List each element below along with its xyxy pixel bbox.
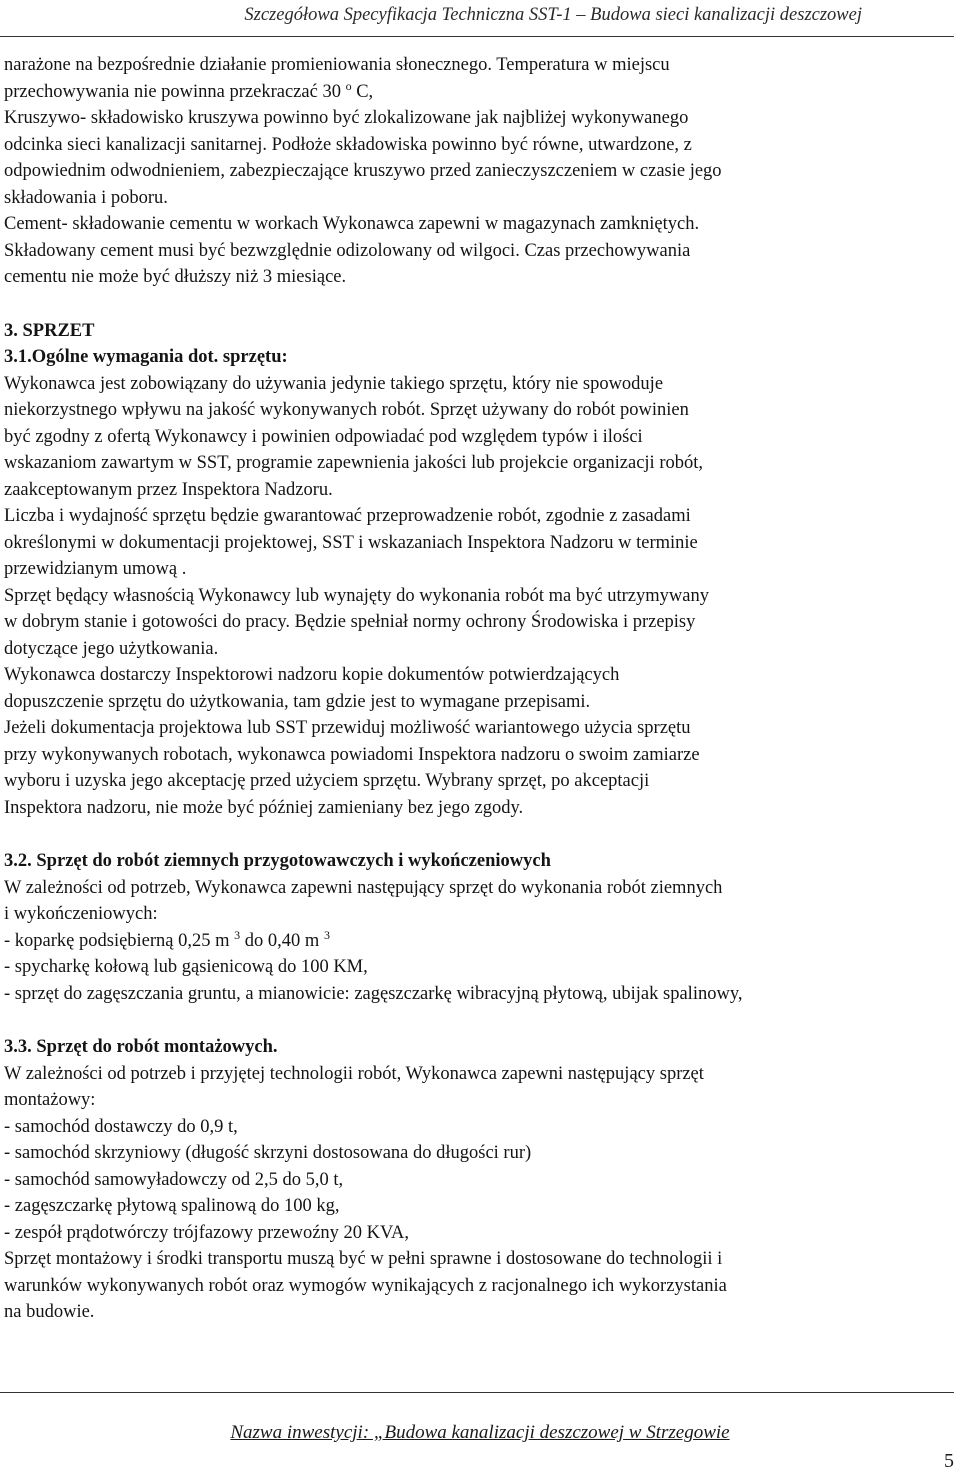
text-line: Cement- składowanie cementu w workach Wykonawca zapewni w magazynach zamkniętych. [4, 214, 700, 234]
text-line: Liczba i wydajność sprzętu będzie gwarantować przeprowadzenie robót, zgodnie z zasadami [4, 506, 691, 526]
text-line: Kruszywo- składowisko kruszywa powinno być zlokalizowane jak najbliżej wykonywanego [4, 108, 689, 128]
section-heading-3-3: 3.3. Sprzęt do robót montażowych. [4, 1037, 278, 1057]
text-line: niekorzystnego wpływu na jakość wykonywanych robót. Sprzęt używany do robót powinien [4, 400, 689, 420]
text-line: Wykonawca jest zobowiązany do używania jedynie takiego sprzętu, który nie spowoduje [4, 373, 664, 394]
text-line: Składowany cement musi być bezwzględnie odizolowany od wilgoci. Czas przechowywania [4, 240, 691, 261]
text-line: Inspektora nadzoru, nie może być później zamieniany bez jego zgody. [4, 797, 524, 818]
header-title: Szczegółowa Specyfikacja Techniczna SST-1 – Budowa sieci kanalizacji deszczowej [244, 5, 862, 25]
text-line: dopuszczenie sprzętu do użytkowania, tam gdzie jest to wymagane przepisami. [4, 691, 591, 712]
section-heading-3: 3. SPRZET [4, 320, 95, 341]
list-item: - spycharkę kołową lub gąsienicową do 100 KM, [4, 957, 368, 977]
text-line: na budowie. [4, 1302, 95, 1322]
list-item: - samochód dostawczy do 0,9 t, [4, 1116, 238, 1137]
section-heading-3-2: 3.2. Sprzęt do robót ziemnych przygotowawczych i wykończeniowych [4, 851, 551, 871]
text-line: być zgodny z ofertą Wykonawcy i powinien odpowiadać pod względem typów i ilości [4, 426, 643, 447]
text-line: przechowywania nie powinna przekraczać 30 $^o$ C, [4, 78, 374, 102]
text-line: dotyczące jego użytkowania. [4, 638, 219, 659]
section-heading-3-1: 3.1.Ogólne wymagania dot. sprzętu: [4, 347, 288, 367]
text-line: montażowy: [4, 1090, 96, 1110]
list-item: - sprzęt do zagęszczania gruntu, a mianowicie: zagęszczarkę wibracyjną płytową, ubijak spalinowy, [4, 983, 743, 1004]
text-line: Jeżeli dokumentacja projektowa lub SST przewiduj możliwość wariantowego użycia sprzętu [4, 718, 691, 738]
page-header [0, 0, 960, 36]
text-line: wyboru i uzyska jego akceptację przed użyciem sprzętu. Wybrany sprzęt, po akceptacji [4, 771, 650, 791]
text-line: wskazaniom zawartym w SST, programie zapewnienia jakości lub projekcie organizacji robót, [4, 453, 703, 473]
text-line: składowania i poboru. [4, 187, 168, 208]
superscript: 3 [234, 927, 241, 942]
page-footer [0, 1422, 960, 1444]
text-line: Sprzęt będący własnością Wykonawcy lub wynajęty do wykonania robót ma być utrzymywany [4, 585, 709, 606]
text-line: warunków wykonywanych robót oraz wymogów wynikających z racjonalnego ich wykorzystania [4, 1275, 727, 1296]
page-number: 5 [944, 1450, 954, 1472]
text-line: odpowiednim odwodnieniem, zabezpieczające kruszywo przed zanieczyszczeniem w czasie jego [4, 161, 722, 181]
list-item: - koparkę podsiębierną 0,25 m $^3$ do 0,40 m $^3$ [4, 927, 330, 951]
text-line: przewidzianym umową . [4, 559, 187, 579]
text-line: w dobrym stanie i gotowości do pracy. Będzie spełniał normy ochrony Środowiska i przepisy [4, 612, 696, 632]
text-line: określonymi w dokumentacji projektowej, SST i wskazaniach Inspektora Nadzoru w terminie [4, 532, 698, 553]
text-line: przy wykonywanych robotach, wykonawca powiadomi Inspektora nadzoru o swoim zamiarze [4, 744, 700, 765]
list-item: - samochód skrzyniowy (długość skrzyni dostosowana do długości rur) [4, 1143, 532, 1163]
text-line: zaakceptowanym przez Inspektora Nadzoru. [4, 479, 333, 500]
text-line: narażone na bezpośrednie działanie promieniowania słonecznego. Temperatura w miejscu [4, 55, 670, 75]
superscript: 3 [323, 927, 330, 942]
text-line: W zależności od potrzeb, Wykonawca zapewni następujący sprzęt do wykonania robót ziemnych [4, 877, 723, 898]
text-line: i wykończeniowych: [4, 904, 158, 924]
list-item: - samochód samowyładowczy od 2,5 do 5,0 t, [4, 1169, 344, 1190]
text-line: cementu nie może być dłuższy niż 3 miesiące. [4, 267, 347, 287]
header-rule [0, 36, 954, 37]
text-line: Sprzęt montażowy i środki transportu muszą być w pełni sprawne i dostosowane do technologii i [4, 1249, 723, 1269]
list-item: - zagęszczarkę płytową spalinową do 100 kg, [4, 1196, 340, 1216]
text-line: odcinka sieci kanalizacji sanitarnej. Podłoże składowiska powinno być równe, utwardzone, z [4, 134, 692, 155]
document-body [4, 52, 956, 1326]
footer-investment-name: Nazwa inwestycji: „Budowa kanalizacji deszczowej w Strzegowie [230, 1422, 730, 1443]
list-item: - zespół prądotwórczy trójfazowy przewoźny 20 KVA, [4, 1222, 409, 1243]
text-line: W zależności od potrzeb i przyjętej technologii robót, Wykonawca zapewni następujący sprzęt [4, 1063, 704, 1084]
text-line: Wykonawca dostarczy Inspektorowi nadzoru kopie dokumentów potwierdzających [4, 665, 620, 685]
degree-superscript: o [345, 78, 352, 93]
footer-rule [0, 1392, 954, 1393]
